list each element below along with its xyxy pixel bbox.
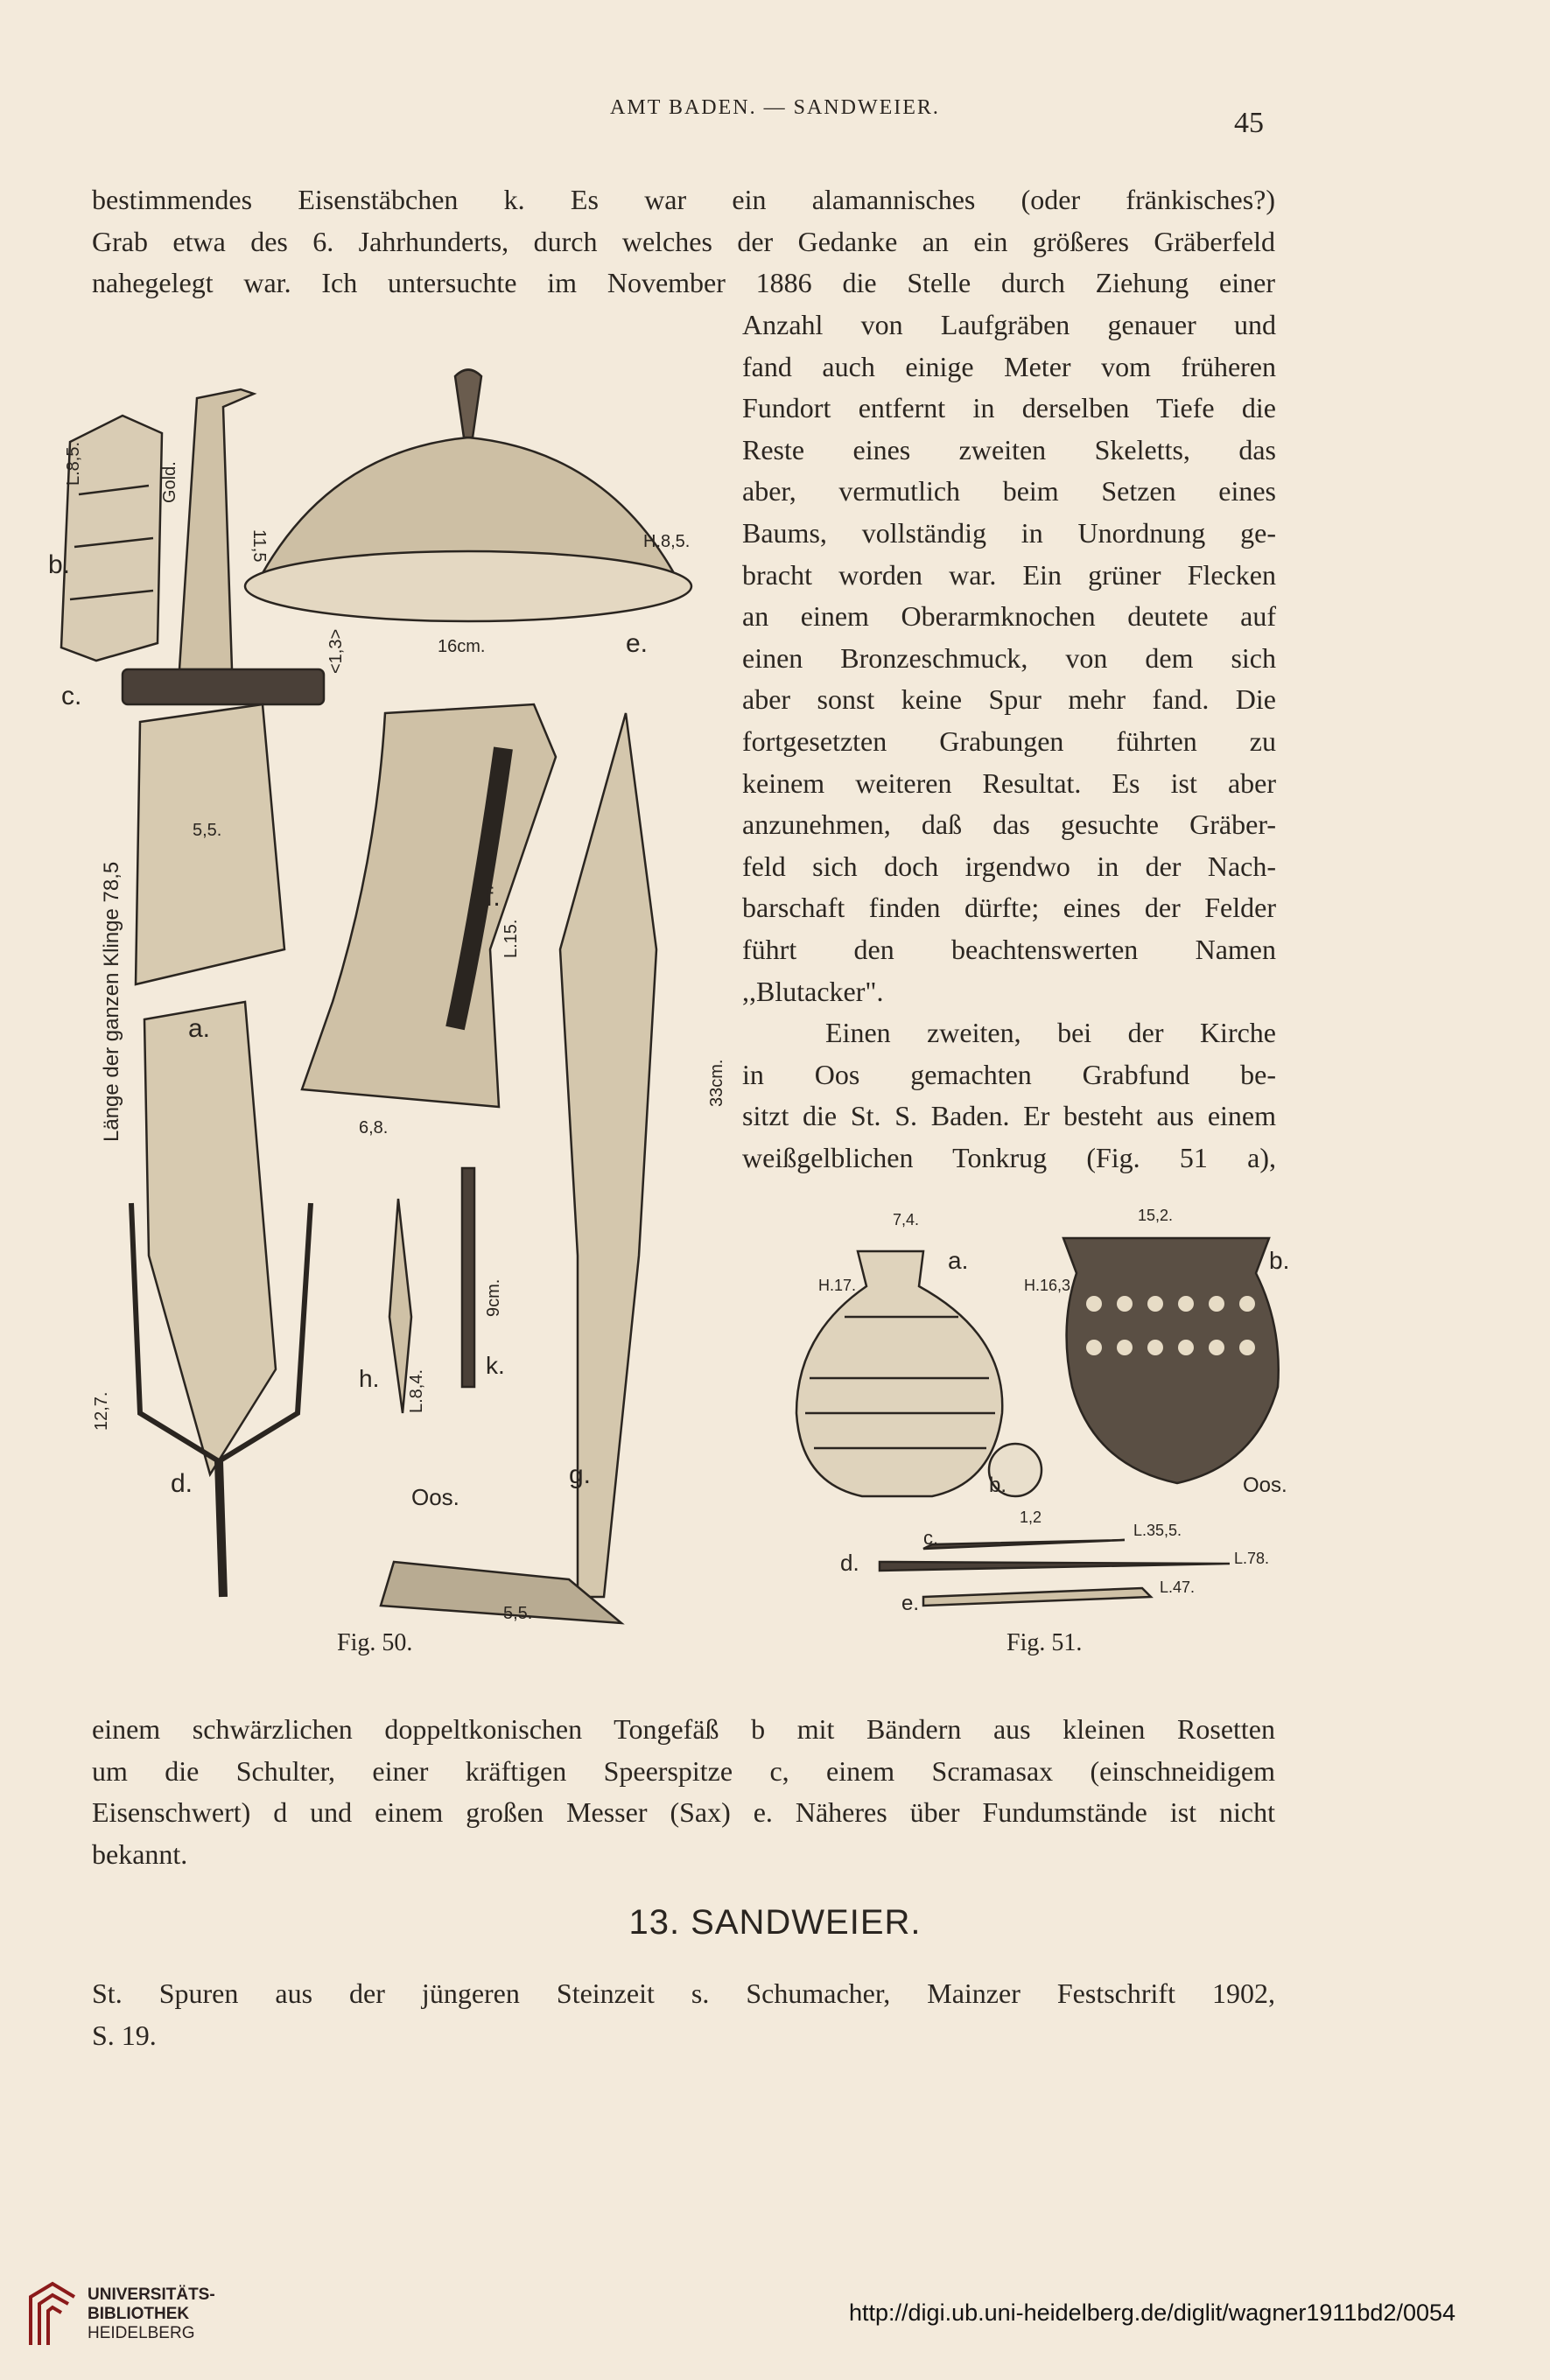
- figure-label: d.: [171, 1469, 193, 1498]
- figure-label: Gold.: [160, 461, 179, 503]
- figure-label: c.: [61, 682, 82, 710]
- library-line: BIBLIOTHEK: [88, 2305, 190, 2323]
- blade-lower-drawing: [144, 1002, 276, 1474]
- figure-label: L.35,5.: [1133, 1522, 1182, 1539]
- vessel-drawing: [1063, 1238, 1279, 1483]
- text-line: sitzt die St. S. Baden. Er besteht aus einem: [742, 1100, 1276, 1132]
- figure-label: 1,2: [1020, 1508, 1042, 1526]
- text-line: fand auch einige Meter vom früheren: [742, 350, 1276, 382]
- figure-label: 16cm.: [438, 637, 486, 656]
- figure-50-caption: Fig. 50.: [337, 1629, 413, 1656]
- text-line: einen Bronzeschmuck, von dem sich: [742, 641, 1276, 674]
- text-line: Einen zweiten, bei der Kirche: [825, 1017, 1276, 1049]
- figure-label: f.: [486, 883, 501, 912]
- text-line: bracht worden war. Ein grüner Flecken: [742, 558, 1276, 591]
- figure-51-caption: Fig. 51.: [1006, 1629, 1083, 1656]
- figure-label: <1,3>: [326, 628, 346, 674]
- figure-label: Länge der ganzen Klinge 78,5: [100, 861, 123, 1142]
- guard-drawing: [123, 669, 324, 704]
- figure-label: 6,8.: [359, 1118, 389, 1138]
- spear-c-drawing: [923, 1540, 1125, 1549]
- library-line: HEIDELBERG: [88, 2324, 195, 2342]
- text-line: Anzahl von Laufgräben genauer und: [742, 309, 1276, 340]
- text-line: anzunehmen, daß das gesuchte Gräber-: [742, 808, 1276, 841]
- figure-label: L.15.: [501, 919, 521, 958]
- text-line: fortgesetzten Grabungen führten zu: [742, 724, 1276, 757]
- figure-label: c.: [923, 1527, 939, 1549]
- figure-label: 11,5: [249, 529, 269, 563]
- figure-label: d.: [840, 1550, 859, 1576]
- text-line: barschaft finden dürfte; eines der Felder: [742, 892, 1276, 924]
- text-line: weißgelblichen Tonkrug (Fig. 51 a),: [742, 1141, 1276, 1173]
- figure-label: L.78.: [1234, 1550, 1270, 1567]
- library-line: UNIVERSITÄTS-: [88, 2286, 215, 2304]
- figure-label: e.: [626, 629, 649, 658]
- text-line: St. Spuren aus der jüngeren Steinzeit s. Schumacher, Mainzer Festschrift 1902,: [92, 1978, 1275, 2009]
- figure-label: Oos.: [411, 1484, 459, 1510]
- text-line: um die Schulter, einer kräftigen Speerspitze c, einem Scramasax (einschneidigem: [92, 1754, 1275, 1787]
- figure-label: e.: [901, 1592, 920, 1614]
- text-line: an einem Oberarmknochen deutete auf: [742, 600, 1276, 633]
- text-line: ,,Blutacker".: [742, 975, 884, 1007]
- section-paragraph: [92, 1973, 1275, 2056]
- top-paragraph: [92, 179, 1275, 304]
- text-line: keinem weiteren Resultat. Es ist aber: [742, 766, 1276, 799]
- library-name: [88, 2286, 215, 2343]
- figure-label: 5,5.: [193, 821, 222, 840]
- text-line: aber, vermutlich beim Setzen eines: [742, 475, 1276, 508]
- library-logo-icon: [26, 2279, 79, 2349]
- rod-drawing: [462, 1168, 474, 1387]
- figure-label: b.: [989, 1474, 1007, 1497]
- text-line: nahegelegt war. Ich untersuchte im November 1886 die Stelle durch Ziehung einer: [92, 267, 1275, 299]
- figure-label: 12,7.: [92, 1391, 111, 1431]
- figure-label: H.16,3: [1024, 1277, 1071, 1294]
- bottom-paragraph: [92, 1709, 1275, 1875]
- scramasax-drawing: [880, 1562, 1230, 1571]
- figure-label: b.: [1269, 1247, 1290, 1274]
- text-line: bekannt.: [92, 1838, 188, 1870]
- axe-drawing: [302, 704, 556, 1107]
- figure-label: 5,5.: [503, 1604, 533, 1623]
- text-line: Reste eines zweiten Skeletts, das: [742, 433, 1276, 466]
- text-line: Baums, vollständig in Unordnung ge-: [742, 516, 1276, 549]
- figure-label: H.17.: [818, 1277, 857, 1294]
- text-line: feld sich doch irgendwo in der Nach-: [742, 850, 1276, 882]
- figure-label: g.: [569, 1460, 592, 1489]
- text-line: in Oos gemachten Grabfund be-: [742, 1058, 1276, 1090]
- figure-label: k.: [486, 1352, 505, 1379]
- figure-label: L.8,4.: [407, 1368, 426, 1413]
- figure-label: a.: [948, 1247, 969, 1274]
- figure-label: a.: [188, 1014, 211, 1043]
- blade-drawing: [136, 704, 284, 984]
- figure-label: 9cm.: [484, 1278, 503, 1317]
- knife-drawing: [179, 389, 254, 669]
- figure-label: L.47.: [1160, 1578, 1196, 1596]
- running-title: AMT BADEN. — SANDWEIER.: [610, 96, 940, 119]
- permalink[interactable]: http://digi.ub.uni-heidelberg.de/diglit/wagner1911bd2/0054: [849, 2300, 1456, 2326]
- section-heading: 13. SANDWEIER.: [628, 1903, 922, 1942]
- text-line: Grab etwa des 6. Jahrhunderts, durch welches der Gedanke an ein größeres Gräberfeld: [92, 225, 1275, 257]
- figure-label: 15,2.: [1138, 1207, 1174, 1224]
- figure-label: H.8,5.: [643, 532, 691, 551]
- figure-label: 33cm.: [707, 1059, 726, 1107]
- text-line: führt den beachtenswerten Namen: [742, 933, 1276, 965]
- text-line: Fundort entfernt in derselben Tiefe die: [742, 392, 1276, 424]
- text-line: aber sonst keine Spur mehr fand. Die: [742, 683, 1276, 716]
- text-line: einem schwärzlichen doppeltkonischen Tongefäß b mit Bändern aus kleinen Rosetten: [92, 1713, 1275, 1745]
- knife-e-drawing: [923, 1588, 1151, 1606]
- page-number: 45: [1234, 107, 1264, 139]
- figure-label: L.8,5.: [64, 441, 83, 486]
- figure-51-illustration: [792, 1203, 1295, 1614]
- figure-label: b.: [48, 550, 71, 579]
- side-paragraph: [742, 304, 1276, 1179]
- figure-label: 7,4.: [893, 1211, 920, 1228]
- figure-label: Oos.: [1243, 1474, 1287, 1497]
- text-line: Eisenschwert) d und einem großen Messer (Sax) e. Näheres über Fundumstände ist nicht: [92, 1796, 1275, 1829]
- figure-label: h.: [359, 1365, 380, 1392]
- text-line: S. 19.: [92, 2019, 157, 2051]
- text-line: bestimmendes Eisenstäbchen k. Es war ein alamannisches (oder fränkisches?): [92, 184, 1275, 215]
- figure-50-illustration: [44, 337, 735, 1632]
